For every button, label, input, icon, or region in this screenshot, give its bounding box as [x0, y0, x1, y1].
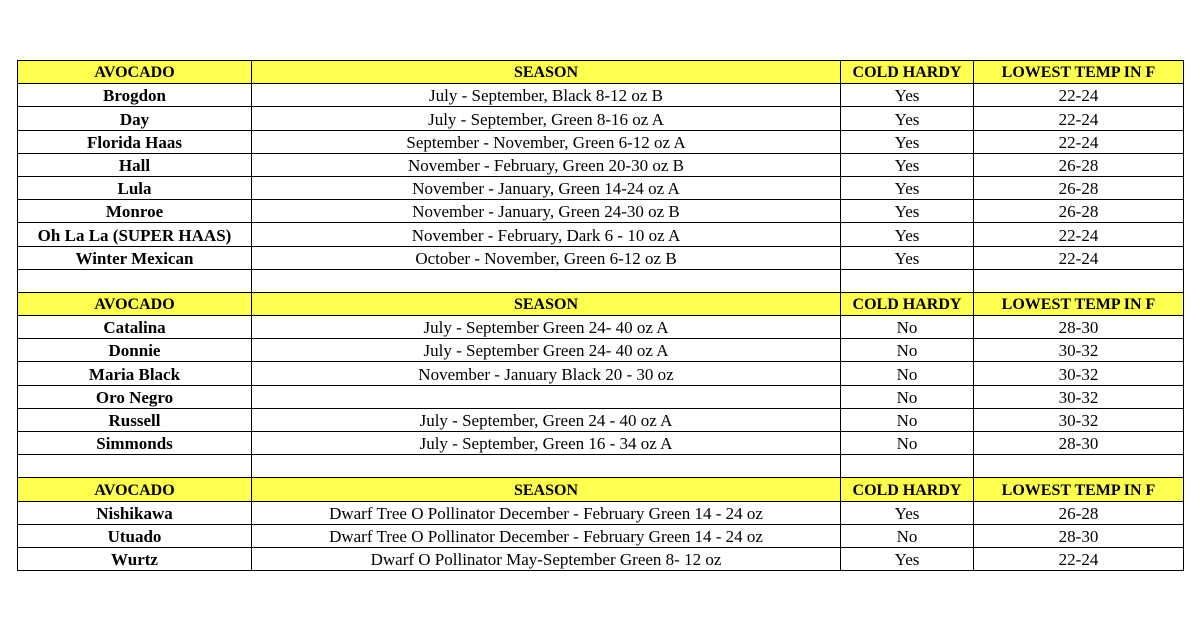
spacer-cell: [252, 269, 841, 292]
header-avocado: AVOCADO: [18, 292, 252, 315]
cold-hardy-cell: Yes: [841, 501, 974, 524]
cold-hardy-cell: No: [841, 339, 974, 362]
header-cold-hardy: COLD HARDY: [841, 292, 974, 315]
table-row: [18, 547, 1184, 570]
cold-hardy-cell: No: [841, 432, 974, 455]
lowest-temp-cell: 26-28: [974, 153, 1184, 176]
section-header-row: [18, 292, 1184, 315]
avocado-name-cell: Simmonds: [18, 432, 252, 455]
avocado-name-cell: Hall: [18, 153, 252, 176]
cold-hardy-cell: Yes: [841, 176, 974, 199]
lowest-temp-cell: 22-24: [974, 246, 1184, 269]
table-row: [18, 153, 1184, 176]
avocado-table-body: [18, 61, 1184, 571]
header-cold-hardy: COLD HARDY: [841, 478, 974, 501]
avocado-name-cell: Russell: [18, 408, 252, 431]
lowest-temp-cell: 30-32: [974, 362, 1184, 385]
lowest-temp-cell: 28-30: [974, 316, 1184, 339]
lowest-temp-cell: 22-24: [974, 130, 1184, 153]
spacer-row: [18, 455, 1184, 478]
table-row: [18, 107, 1184, 130]
cold-hardy-cell: Yes: [841, 153, 974, 176]
cold-hardy-cell: No: [841, 362, 974, 385]
spacer-cell: [841, 455, 974, 478]
season-cell: November - January, Green 24-30 oz B: [252, 200, 841, 223]
cold-hardy-cell: Yes: [841, 200, 974, 223]
lowest-temp-cell: 22-24: [974, 223, 1184, 246]
lowest-temp-cell: 26-28: [974, 200, 1184, 223]
header-season: SEASON: [252, 61, 841, 84]
spacer-cell: [841, 269, 974, 292]
cold-hardy-cell: Yes: [841, 246, 974, 269]
lowest-temp-cell: 30-32: [974, 339, 1184, 362]
cold-hardy-cell: Yes: [841, 107, 974, 130]
avocado-name-cell: Catalina: [18, 316, 252, 339]
spacer-cell: [252, 455, 841, 478]
season-cell: September - November, Green 6-12 oz A: [252, 130, 841, 153]
avocado-name-cell: Wurtz: [18, 547, 252, 570]
table-row: [18, 176, 1184, 199]
table-row: [18, 524, 1184, 547]
season-cell: November - February, Dark 6 - 10 oz A: [252, 223, 841, 246]
table-row: [18, 200, 1184, 223]
lowest-temp-cell: 22-24: [974, 84, 1184, 107]
lowest-temp-cell: 28-30: [974, 524, 1184, 547]
table-row: [18, 130, 1184, 153]
lowest-temp-cell: 30-32: [974, 385, 1184, 408]
season-cell: July - September Green 24- 40 oz A: [252, 339, 841, 362]
spacer-row: [18, 269, 1184, 292]
section-header-row: [18, 61, 1184, 84]
season-cell: July - September, Black 8-12 oz B: [252, 84, 841, 107]
header-lowest-temp: LOWEST TEMP IN F: [974, 61, 1184, 84]
avocado-name-cell: Donnie: [18, 339, 252, 362]
header-avocado: AVOCADO: [18, 61, 252, 84]
header-lowest-temp: LOWEST TEMP IN F: [974, 478, 1184, 501]
table-row: [18, 408, 1184, 431]
avocado-name-cell: Brogdon: [18, 84, 252, 107]
table-row: [18, 362, 1184, 385]
season-cell: November - February, Green 20-30 oz B: [252, 153, 841, 176]
season-cell: July - September, Green 16 - 34 oz A: [252, 432, 841, 455]
season-cell: November - January, Green 14-24 oz A: [252, 176, 841, 199]
table-row: [18, 501, 1184, 524]
cold-hardy-cell: No: [841, 408, 974, 431]
cold-hardy-cell: No: [841, 524, 974, 547]
header-season: SEASON: [252, 478, 841, 501]
lowest-temp-cell: 26-28: [974, 501, 1184, 524]
avocado-name-cell: Nishikawa: [18, 501, 252, 524]
avocado-name-cell: Oro Negro: [18, 385, 252, 408]
spacer-cell: [974, 455, 1184, 478]
avocado-name-cell: Monroe: [18, 200, 252, 223]
avocado-name-cell: Oh La La (SUPER HAAS): [18, 223, 252, 246]
header-season: SEASON: [252, 292, 841, 315]
season-cell: July - September Green 24- 40 oz A: [252, 316, 841, 339]
table-row: [18, 316, 1184, 339]
cold-hardy-cell: Yes: [841, 223, 974, 246]
cold-hardy-cell: Yes: [841, 547, 974, 570]
lowest-temp-cell: 26-28: [974, 176, 1184, 199]
season-cell: July - September, Green 24 - 40 oz A: [252, 408, 841, 431]
spacer-cell: [974, 269, 1184, 292]
season-cell: November - January Black 20 - 30 oz: [252, 362, 841, 385]
table-row: [18, 84, 1184, 107]
table-row: [18, 432, 1184, 455]
cold-hardy-cell: Yes: [841, 84, 974, 107]
season-cell: October - November, Green 6-12 oz B: [252, 246, 841, 269]
table-row: [18, 339, 1184, 362]
spacer-cell: [18, 455, 252, 478]
table-row: [18, 246, 1184, 269]
avocado-name-cell: Lula: [18, 176, 252, 199]
lowest-temp-cell: 22-24: [974, 107, 1184, 130]
header-cold-hardy: COLD HARDY: [841, 61, 974, 84]
lowest-temp-cell: 30-32: [974, 408, 1184, 431]
spacer-cell: [18, 269, 252, 292]
table-row: [18, 385, 1184, 408]
cold-hardy-cell: No: [841, 385, 974, 408]
avocado-name-cell: Utuado: [18, 524, 252, 547]
lowest-temp-cell: 22-24: [974, 547, 1184, 570]
season-cell: Dwarf Tree O Pollinator December - February Green 14 - 24 oz: [252, 524, 841, 547]
avocado-name-cell: Maria Black: [18, 362, 252, 385]
avocado-name-cell: Florida Haas: [18, 130, 252, 153]
table-row: [18, 223, 1184, 246]
header-avocado: AVOCADO: [18, 478, 252, 501]
cold-hardy-cell: No: [841, 316, 974, 339]
avocado-name-cell: Winter Mexican: [18, 246, 252, 269]
season-cell: Dwarf O Pollinator May-September Green 8- 12 oz: [252, 547, 841, 570]
section-header-row: [18, 478, 1184, 501]
avocado-table: [17, 60, 1184, 571]
header-lowest-temp: LOWEST TEMP IN F: [974, 292, 1184, 315]
lowest-temp-cell: 28-30: [974, 432, 1184, 455]
cold-hardy-cell: Yes: [841, 130, 974, 153]
avocado-name-cell: Day: [18, 107, 252, 130]
season-cell: [252, 385, 841, 408]
season-cell: Dwarf Tree O Pollinator December - February Green 14 - 24 oz: [252, 501, 841, 524]
season-cell: July - September, Green 8-16 oz A: [252, 107, 841, 130]
